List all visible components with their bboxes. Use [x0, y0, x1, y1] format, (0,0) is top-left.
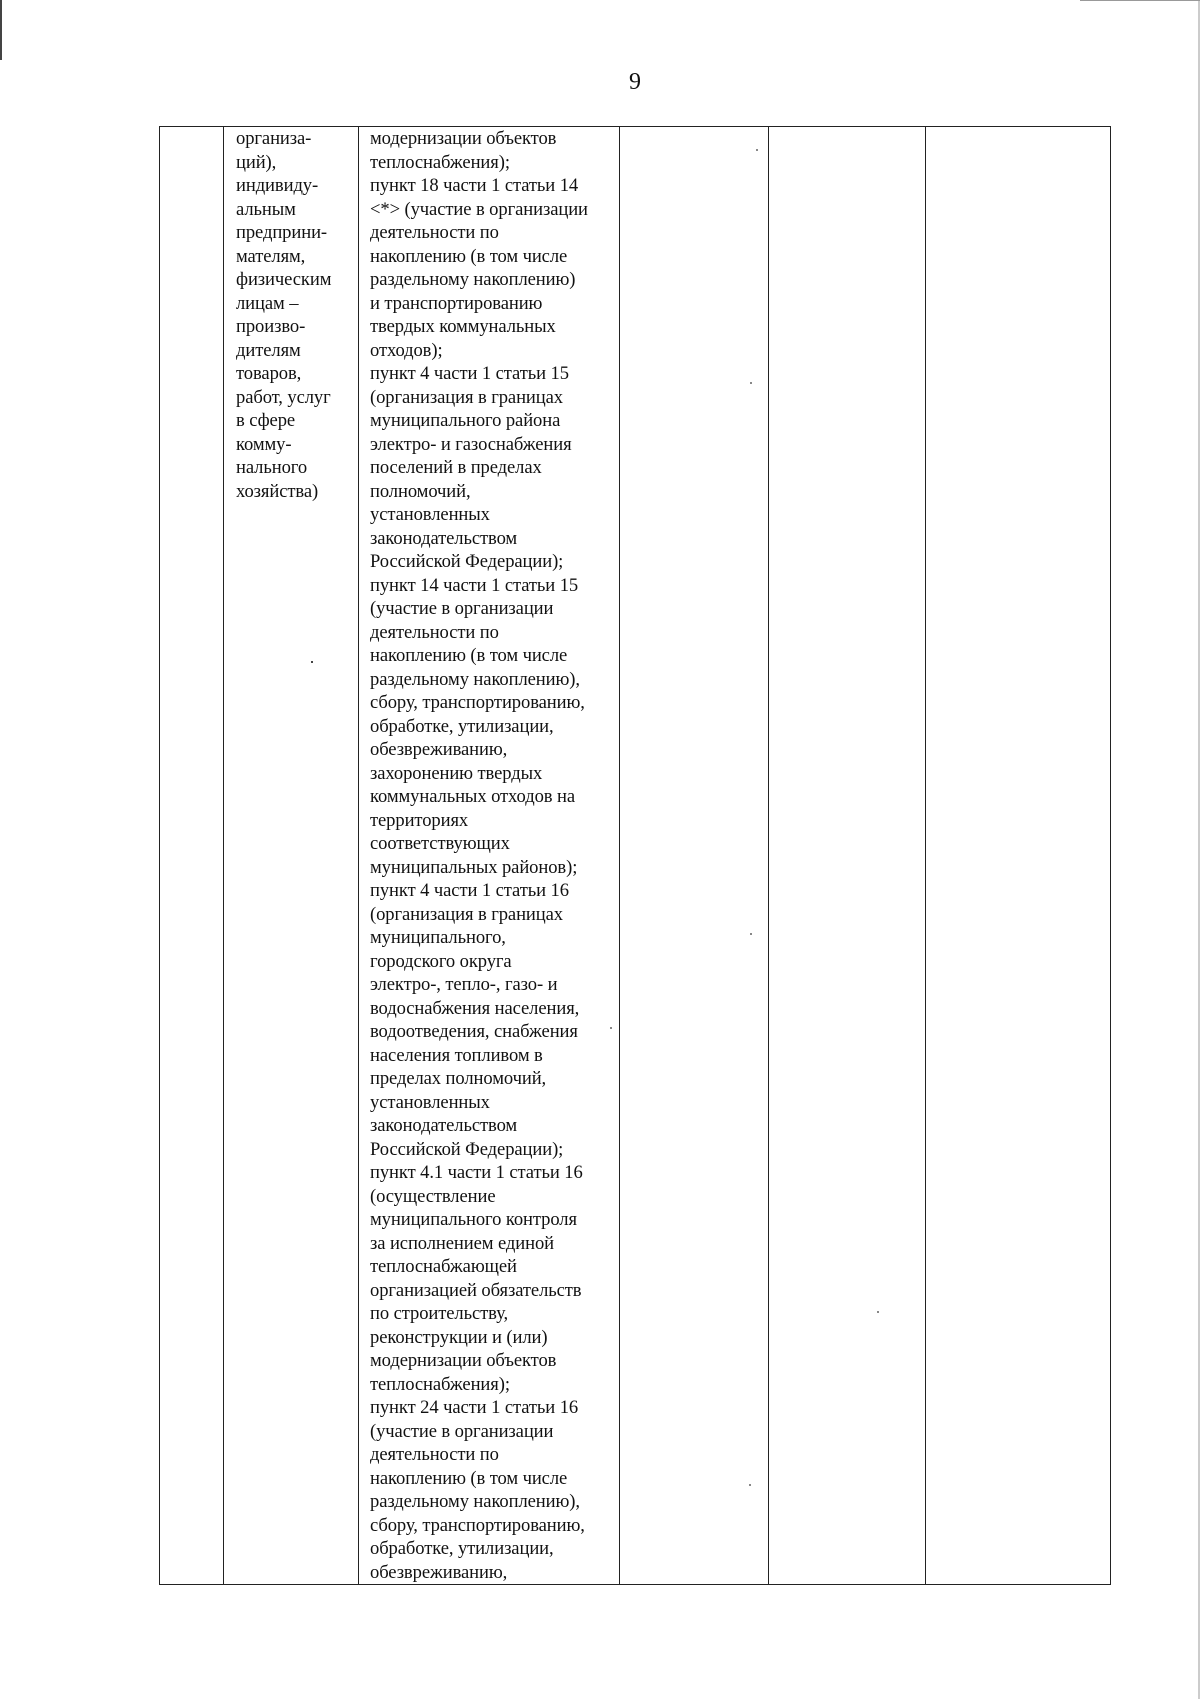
table-cell-column-6 — [926, 127, 1111, 1585]
scan-speck — [756, 149, 758, 151]
page-number: 9 — [629, 69, 641, 95]
scan-speck — [877, 1311, 879, 1313]
table-cell-column-2 — [224, 127, 359, 1585]
scan-speck — [311, 661, 313, 663]
document-table — [159, 126, 1111, 1585]
table-cell-column-1 — [160, 127, 224, 1585]
scan-edge-mark-left — [0, 0, 2, 60]
scan-speck — [750, 933, 752, 935]
table-cell-column-5 — [769, 127, 926, 1585]
scan-speck — [610, 1027, 612, 1029]
scan-speck — [750, 382, 752, 384]
table-cell-column-3 — [359, 127, 620, 1585]
scan-speck — [749, 1484, 751, 1486]
column-2-text: организа- ций), индивиду- альным предприни- мателям, физическим лицам – произво- дителям товаров, работ, услуг в сфере комму- нального хозяйства) — [236, 128, 332, 502]
column-3-text: модернизации объектов теплоснабжения); пункт 18 части 1 статьи 14 <*> (участие в организации деятельности по накоплению (в том числе раздельному накоплению) и транспортированию твердых коммунальных отходов); пункт 4 части 1 статьи 15 (организация в границах муниципального района электро- и газоснабжения поселений в пределах полномочий, установленных законодательством Российской Федерации); пункт 14 части 1 статьи 15 (участие в организации деятельности по накоплению (в том числе раздельному накоплению), сбору, транспортированию, обработке, утилизации, обезвреживанию, захоронению твердых коммунальных отходов на территориях соответствующих муниципальных районов); пункт 4 части 1 статьи 16 (организация в границах муниципального, городского округа электро-, тепло-, газо- и водоснабжения населения, водоотведения, снабжения населения топливом в пределах полномочий, установленных законодательством Российской Федерации); пункт 4.1 части 1 статьи 16 (осуществление муниципального контроля за исполнением единой теплоснабжающей организацией обязательств по строительству, реконструкции и (или) модернизации объектов теплоснабжения); пункт 24 части 1 статьи 16 (участие в организации деятельности по накоплению (в том числе раздельному накоплению), сбору, транспортированию, обработке, утилизации, обезвреживанию, — [370, 128, 588, 1583]
table-cell-column-4 — [620, 127, 769, 1585]
scan-edge-mark-top — [1080, 0, 1200, 1]
table-row — [160, 127, 1111, 1585]
